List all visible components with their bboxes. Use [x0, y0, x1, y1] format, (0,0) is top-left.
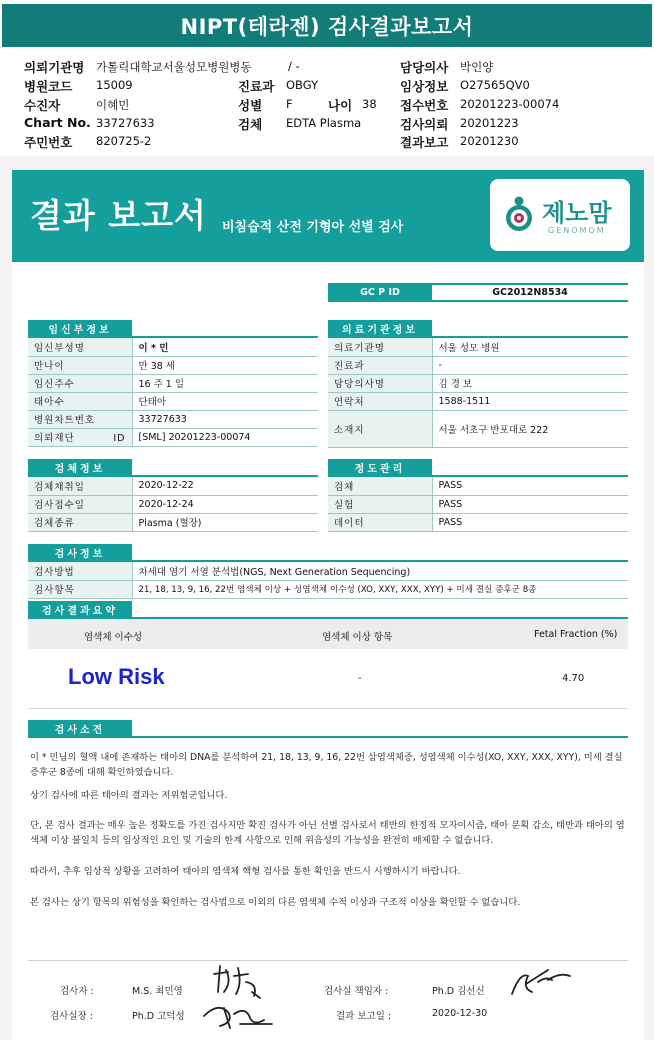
- summary-heading: 검사결과요약: [28, 601, 132, 617]
- qc-experiment-value: PASS: [432, 495, 628, 513]
- table-row: [328, 338, 628, 356]
- findings-paragraph-2: 상기 검사에 따른 태아의 결과는 저위험군입니다.: [30, 790, 228, 801]
- age-label: 나이: [328, 98, 353, 113]
- department-value: -: [432, 356, 628, 374]
- code-value: 15009: [96, 78, 133, 92]
- qc-specimen-key: 검체: [328, 477, 432, 495]
- table-row: [28, 392, 318, 410]
- table-row: [328, 410, 628, 447]
- signature-divider: [28, 960, 628, 961]
- foundation-id-value: [SML] 20201223-00074: [132, 428, 318, 446]
- qc-experiment-key: 실험: [328, 495, 432, 513]
- sex-label: 성별: [238, 98, 263, 113]
- table-row: [328, 374, 628, 392]
- chief-value: Ph.D 김선신: [432, 986, 485, 997]
- fetal-fraction-value: 4.70: [562, 673, 585, 684]
- chief-label: 검사실 책임자 :: [324, 986, 389, 997]
- specimen-label: 검체: [238, 117, 263, 132]
- sex-value: F: [286, 97, 293, 111]
- fetus-count-value: 단태아: [132, 392, 318, 410]
- table-row: [328, 477, 628, 495]
- test-method-value: 차세대 염기 서열 분석법(NGS, Next Generation Sequencing): [132, 562, 628, 580]
- table-row: [28, 513, 318, 531]
- summary-col-fetal-fraction: Fetal Fraction (%): [534, 629, 618, 640]
- summary-bottom-line: [28, 708, 628, 709]
- institution-info-table: [328, 338, 628, 448]
- chart-number-key: 병원차트번호: [28, 410, 132, 428]
- reception-label: 접수번호: [400, 98, 449, 113]
- doctor-value: 박인양: [460, 60, 494, 74]
- pregnant-info-heading: 임신부정보: [28, 320, 132, 336]
- report-date-value: 2020-12-30: [432, 1008, 488, 1019]
- table-row: [328, 356, 628, 374]
- director-label: 검사실장 :: [50, 1011, 93, 1022]
- age-value: 38: [362, 97, 377, 111]
- test-info-table: [28, 562, 628, 599]
- test-method-key: 검사방법: [28, 562, 132, 580]
- specimen-type-value: Plasma (혈장): [132, 513, 318, 531]
- gestation-key: 임신주수: [28, 374, 132, 392]
- summary-col-abnormal: 염색체 이상 항목: [322, 632, 393, 643]
- test-items-key: 검사항목: [28, 580, 132, 598]
- abnormal-items-value: -: [358, 673, 362, 684]
- receipt-date-value: 2020-12-24: [132, 495, 318, 513]
- specimen-info-heading: 검체정보: [28, 459, 132, 475]
- collection-date-key: 검체채취일: [28, 477, 132, 495]
- report-banner: [12, 170, 644, 262]
- gcpid-value: GC2012N8534: [432, 283, 628, 302]
- request-date-label: 검사의뢰: [400, 117, 449, 132]
- department-key: 진료과: [328, 356, 432, 374]
- qc-heading: 정도관리: [328, 459, 432, 475]
- table-row: [28, 477, 318, 495]
- logo-subtext: GENOMOM: [548, 226, 606, 235]
- top-header: [0, 0, 654, 56]
- dept-value: OBGY: [286, 78, 319, 92]
- specimen-info-table: [28, 477, 318, 532]
- qc-data-key: 데이터: [328, 513, 432, 531]
- receipt-date-key: 검사접수일: [28, 495, 132, 513]
- tester-value: M.S. 최민영: [132, 986, 183, 997]
- dept-label: 진료과: [238, 79, 275, 94]
- table-row: [28, 374, 318, 392]
- collection-date-value: 2020-12-22: [132, 477, 318, 495]
- test-info-heading: 검사정보: [28, 544, 132, 560]
- patient-panel: [0, 56, 654, 156]
- findings-line: [28, 736, 628, 738]
- specimen-type-key: 검체종류: [28, 513, 132, 531]
- findings-paragraph-5: 본 검사는 상기 항목의 위험성을 확인하는 검사법으로 이외의 다른 염색체 수적 이상과 구조적 이상을 확인할 수 없습니다.: [30, 897, 521, 908]
- findings-paragraph-3: 단, 본 검사 결과는 매우 높은 정확도를 가진 검사지만 확진 검사가 아닌 선별 검사로서 태반의 한정적 모자이시즘, 태아 분획 감소, 태반과 태아의 염색체 이상 불일치 등의 임상적인 요인 및 기술의 한계 사항으로 인해 위음성의 가능성을 완전히 배제할 수 없습니다.: [30, 820, 625, 846]
- request-date-value: 20201223: [460, 116, 519, 130]
- document-title: NIPT(테라젠) 검사결과보고서: [2, 4, 652, 47]
- genomom-logo-icon: [502, 195, 536, 233]
- specimen-value: EDTA Plasma: [286, 116, 362, 130]
- institution-name-value: 서울 성모 병원: [432, 338, 628, 356]
- findings-paragraph-4: 따라서, 추후 임상적 상황을 고려하여 태아의 염색체 핵형 검사를 통한 확인을 반드시 시행하시기 바랍니다.: [30, 866, 461, 877]
- reception-value: 20201223-00074: [460, 97, 560, 111]
- report-date-label: 결과보고: [400, 135, 449, 150]
- qc-table: [328, 477, 628, 532]
- chart-value: 33727633: [96, 116, 155, 130]
- table-row: [328, 495, 628, 513]
- age-value: 만 38 세: [132, 356, 318, 374]
- chart-label: Chart No.: [24, 115, 91, 130]
- summary-header-row: [28, 619, 628, 649]
- genomom-logo: [490, 179, 630, 251]
- findings-heading: 검사소견: [28, 720, 132, 736]
- table-row: [28, 338, 318, 356]
- qc-data-value: PASS: [432, 513, 628, 531]
- qc-specimen-value: PASS: [432, 477, 628, 495]
- pregnant-name-key: 임신부성명: [28, 338, 132, 356]
- test-items-value: 21, 18, 13, 9, 16, 22번 염색체 이상 + 성염색체 이수성 (XO, XXY, XXX, XYY) + 미세 결실 증후군 8종: [132, 580, 628, 598]
- table-row: [28, 495, 318, 513]
- resident-label: 주민번호: [24, 135, 73, 150]
- fetus-count-key: 태아수: [28, 392, 132, 410]
- pregnancy-value: O27565QV0: [460, 78, 530, 92]
- code-label: 병원코드: [24, 79, 73, 94]
- address-value: 서울 서초구 반포대로 222: [432, 410, 628, 447]
- report-date-label: 결과 보고일 :: [336, 1011, 392, 1022]
- table-row: [28, 356, 318, 374]
- findings-paragraph-1: 이 * 민님의 혈액 내에 존재하는 태아의 DNA를 분석하여 21, 18, 13, 9, 16, 22번 삼염색체증, 성염색체 이수성(XO, XXY, XXX, XYY), 미세 결실 증후군 8종에 대해 확인하였습니다.: [30, 752, 623, 778]
- address-key: 소재지: [328, 410, 432, 447]
- foundation-id-key: 의뢰재단 ID: [28, 428, 132, 446]
- banner-subtitle: 비침습적 산전 기형아 선별 검사: [222, 220, 404, 235]
- gestation-value: 16 주 1 일: [132, 374, 318, 392]
- hospital-label: 의뢰기관명: [24, 60, 85, 75]
- hospital-value: 가톨릭대학교서울성모병원병동: [96, 60, 252, 74]
- director-value: Ph.D 고덕성: [132, 1011, 185, 1022]
- table-row: [328, 392, 628, 410]
- ward-value: / -: [288, 59, 300, 73]
- doctor-label: 담당의사: [400, 60, 449, 75]
- chief-signature: [508, 964, 578, 1004]
- gcpid-label: GC P ID: [328, 283, 432, 302]
- table-row: [28, 580, 628, 598]
- doctor-name-key: 담당의사명: [328, 374, 432, 392]
- examinee-value: 이혜민: [96, 98, 130, 112]
- pregnancy-label: 임상정보: [400, 79, 449, 94]
- report-date-value: 20201230: [460, 134, 519, 148]
- contact-key: 연락처: [328, 392, 432, 410]
- table-row: [28, 562, 628, 580]
- logo-text: 제노맘: [542, 199, 612, 227]
- summary-col-aneuploidy: 염색체 이수성: [84, 632, 143, 643]
- table-row: [28, 428, 318, 446]
- tester-label: 검사자 :: [60, 986, 94, 997]
- examinee-label: 수진자: [24, 98, 61, 113]
- chart-number-value: 33727633: [132, 410, 318, 428]
- director-signature: [200, 994, 280, 1034]
- banner-title: 결과 보고서: [30, 196, 207, 235]
- doctor-name-value: 김 경 보: [432, 374, 628, 392]
- table-row: [328, 513, 628, 531]
- pregnant-info-table: [28, 338, 318, 447]
- report-sheet: [12, 170, 644, 1040]
- contact-value: 1588-1511: [432, 392, 628, 410]
- institution-info-heading: 의료기관정보: [328, 320, 432, 336]
- resident-value: 820725-2: [96, 134, 152, 148]
- table-row: [28, 410, 318, 428]
- age-key: 만나이: [28, 356, 132, 374]
- result-low-risk: Low Risk: [68, 664, 165, 689]
- pregnant-name-value: 이 * 민: [132, 338, 318, 356]
- institution-name-key: 의료기관명: [328, 338, 432, 356]
